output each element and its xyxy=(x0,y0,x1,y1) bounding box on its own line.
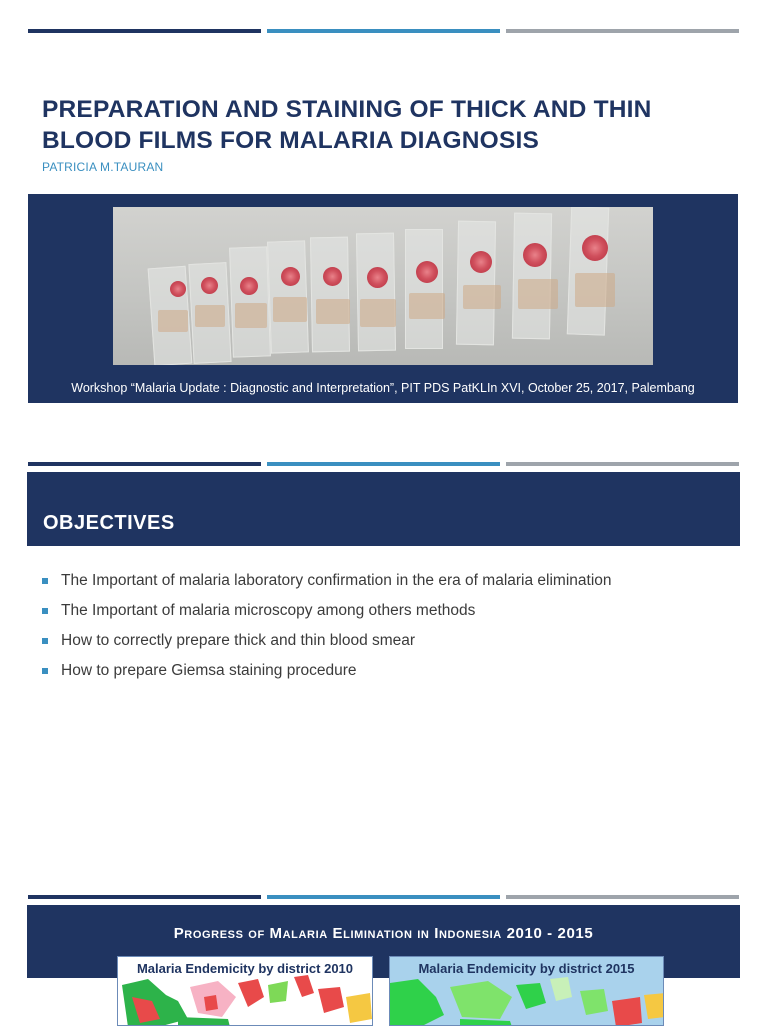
progress-rule-blue xyxy=(267,895,500,899)
square-bullet-icon xyxy=(42,668,48,674)
objectives-list xyxy=(42,572,612,692)
objective-item: How to correctly prepare thick and thin blood smear xyxy=(42,632,612,662)
progress-rule-grey xyxy=(506,895,739,899)
header-rule-blue xyxy=(267,29,500,33)
square-bullet-icon xyxy=(42,578,48,584)
objective-item: The Important of malaria laboratory confirmation in the era of malaria elimination xyxy=(42,572,612,602)
objective-item: How to prepare Giemsa staining procedure xyxy=(42,662,612,692)
endemicity-map-2010 xyxy=(117,956,373,1026)
header-rule-grey xyxy=(506,29,739,33)
endemicity-map-2015 xyxy=(389,956,664,1026)
map-2010-title: Malaria Endemicity by district 2010 xyxy=(136,961,354,976)
objectives-heading: OBJECTIVES xyxy=(43,512,175,534)
photo-panel xyxy=(28,194,738,403)
objective-item: The Important of malaria microscopy among others methods xyxy=(42,602,612,632)
author-name: PATRICIA M.TAURAN xyxy=(42,160,164,174)
square-bullet-icon xyxy=(42,608,48,614)
workshop-caption: Workshop “Malaria Update : Diagnostic and Interpretation”, PIT PDS PatKLIn XVI, October 25, 2017, Palembang xyxy=(71,381,695,395)
map-2015-title: Malaria Endemicity by district 2015 xyxy=(418,961,635,976)
header-rule-dark xyxy=(28,29,261,33)
objectives-rule-dark xyxy=(28,462,261,466)
objectives-rule-grey xyxy=(506,462,739,466)
blood-slides-photo xyxy=(113,207,653,365)
square-bullet-icon xyxy=(42,638,48,644)
progress-heading: Progress of Malaria Elimination in Indonesia 2010 - 2015 xyxy=(173,925,594,942)
progress-rule-dark xyxy=(28,895,261,899)
objectives-header-band xyxy=(27,472,740,546)
objectives-rule-blue xyxy=(267,462,500,466)
slide-title: PREPARATION AND STAINING OF THICK AND THIN BLOOD FILMS FOR MALARIA DIAGNOSIS xyxy=(42,96,652,154)
